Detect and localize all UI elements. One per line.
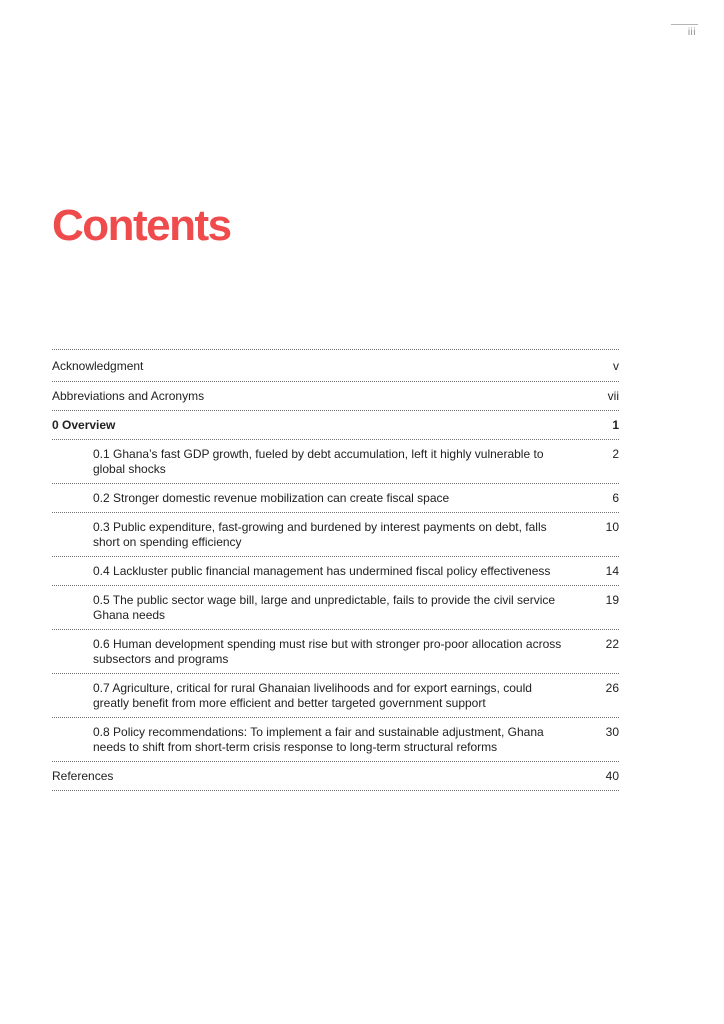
toc-entry-section-0-6[interactable] xyxy=(52,630,619,674)
toc-entry-page: 22 xyxy=(605,637,619,651)
toc-entry-page: vii xyxy=(607,389,619,403)
toc-entry-title: Abbreviations and Acronyms xyxy=(52,389,205,403)
page-number: iii xyxy=(687,27,696,38)
page-number-rule xyxy=(671,24,698,25)
toc-entry-page: 14 xyxy=(605,564,619,578)
toc-entry-title: 0.2 Stronger domestic revenue mobilization can create fiscal space xyxy=(93,491,450,505)
toc-entry-abbreviations[interactable] xyxy=(52,382,619,411)
toc-entry-title: 0 Overview xyxy=(52,418,116,432)
toc-entry-title: References xyxy=(52,769,114,783)
toc-entry-section-0-2[interactable] xyxy=(52,484,619,513)
toc-entry-page: 10 xyxy=(605,520,619,534)
toc-entry-title: 0.7 Agriculture, critical for rural Ghanaian livelihoods and for export earnings, could greatly benefit from more efficient and better targeted government support xyxy=(93,681,532,710)
toc-entry-section-0-8[interactable] xyxy=(52,718,619,762)
toc-entry-page: 26 xyxy=(605,681,619,695)
table-of-contents xyxy=(52,349,619,791)
toc-entry-page: 40 xyxy=(605,769,619,783)
toc-entry-section-0-5[interactable] xyxy=(52,586,619,630)
toc-entry-title: 0.8 Policy recommendations: To implement a fair and sustainable adjustment, Ghana needs to shift from short-term crisis response to long-term structural reforms xyxy=(93,725,544,754)
toc-entry-page: 30 xyxy=(605,725,619,739)
toc-entry-acknowledgment[interactable] xyxy=(52,350,619,382)
toc-entry-page: 1 xyxy=(612,418,619,432)
toc-entry-title: Acknowledgment xyxy=(52,359,144,373)
toc-entry-section-0-7[interactable] xyxy=(52,674,619,718)
toc-entry-page: 2 xyxy=(612,447,619,461)
toc-entry-page: v xyxy=(613,359,619,373)
page-title: Contents xyxy=(52,201,231,250)
toc-entry-section-0-1[interactable] xyxy=(52,440,619,484)
toc-entry-title: 0.5 The public sector wage bill, large and unpredictable, fails to provide the civil service Ghana needs xyxy=(93,593,556,622)
toc-entry-title: 0.3 Public expenditure, fast-growing and burdened by interest payments on debt, falls short on spending efficiency xyxy=(93,520,547,549)
toc-entry-title: 0.6 Human development spending must rise but with stronger pro-poor allocation across subsectors and programs xyxy=(93,637,562,666)
toc-entry-overview[interactable] xyxy=(52,411,619,440)
toc-entry-section-0-4[interactable] xyxy=(52,557,619,586)
toc-entry-page: 6 xyxy=(612,491,619,505)
toc-entry-page: 19 xyxy=(605,593,619,607)
toc-entry-section-0-3[interactable] xyxy=(52,513,619,557)
toc-entry-references[interactable] xyxy=(52,762,619,791)
toc-entry-title: 0.1 Ghana’s fast GDP growth, fueled by debt accumulation, left it highly vulnerable to global shocks xyxy=(93,447,544,476)
toc-entry-title: 0.4 Lackluster public financial management has undermined fiscal policy effectiveness xyxy=(93,564,551,578)
